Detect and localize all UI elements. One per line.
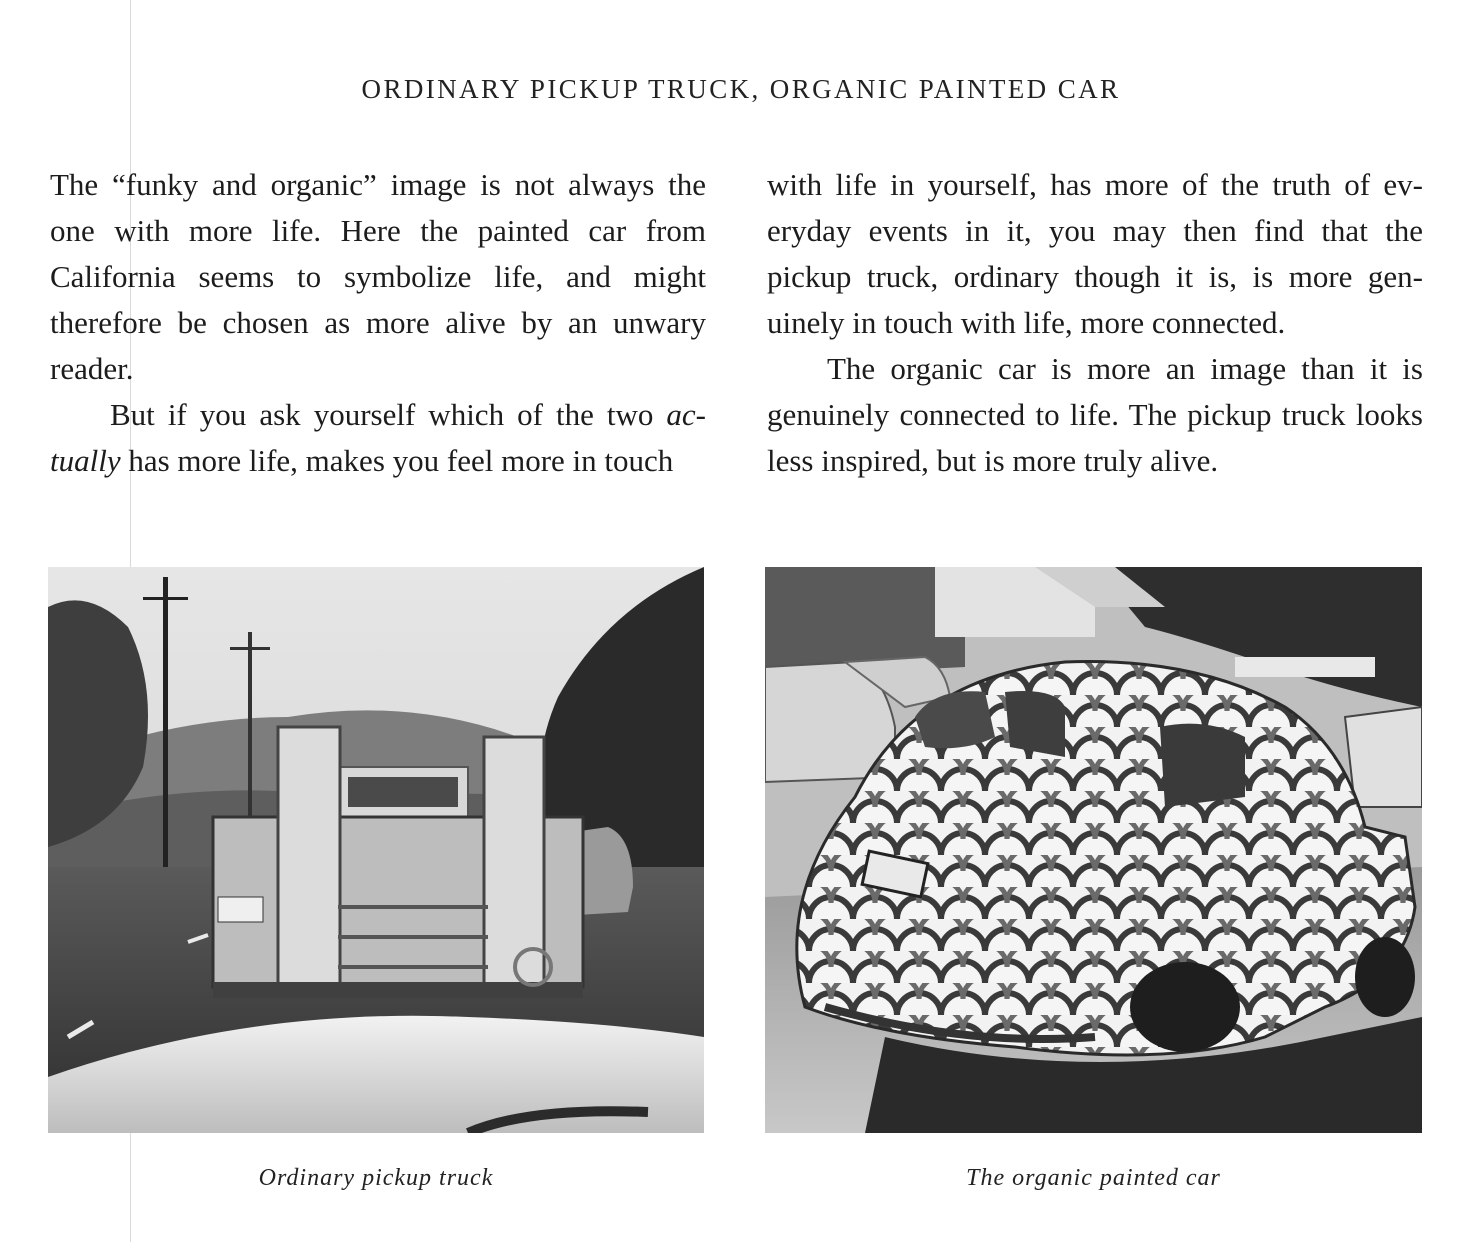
italic-emphasis: actually — [50, 397, 706, 478]
text-column-left — [50, 162, 706, 484]
running-head: ORDINARY PICKUP TRUCK, ORGANIC PAINTED CAR — [361, 74, 1121, 104]
paragraph: with life in yourself, has more of the truth of everyday events in it, you may then find that the pickup truck, ordinary though it is, is more genuinely in touch with life, more connected. — [767, 167, 1423, 340]
pickup-truck-image — [48, 567, 704, 1133]
organic-painted-car-photo — [765, 567, 1422, 1133]
figure-caption-right: The organic painted car — [966, 1165, 1221, 1191]
organic-car-image — [765, 567, 1422, 1133]
paragraph-text: has more life, makes you feel more in touch — [120, 443, 674, 478]
paragraph-text: But if you ask yourself which of the two — [110, 397, 667, 432]
figure-caption-left: Ordinary pickup truck — [258, 1165, 494, 1191]
paragraph: The “funky and organic” image is not always the one with more life. Here the painted car from California seems to symbolize life, and might therefore be chosen as more alive by an unwary reader. — [50, 167, 706, 386]
pickup-truck-photo — [48, 567, 704, 1133]
paragraph — [50, 392, 706, 484]
text-column-right — [767, 162, 1423, 484]
paragraph: The organic car is more an image than it is genuinely connected to life. The pickup truck looks less inspired, but is more truly alive. — [767, 351, 1423, 478]
